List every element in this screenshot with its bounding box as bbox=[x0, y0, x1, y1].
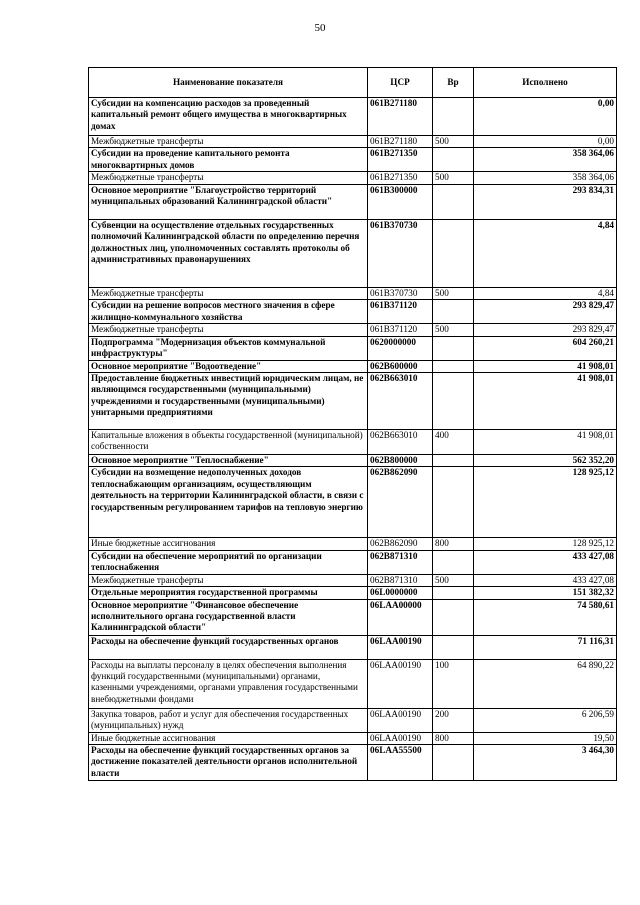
row-executed-amount: 41 908,01 bbox=[474, 430, 617, 455]
table-row bbox=[89, 708, 617, 732]
row-vr bbox=[433, 635, 474, 659]
row-indicator-name: Межбюджетные трансферты bbox=[89, 574, 368, 586]
row-executed-amount: 64 890,22 bbox=[474, 659, 617, 708]
row-vr bbox=[433, 360, 474, 372]
row-indicator-name: Основное мероприятие "Теплоснабжение" bbox=[89, 455, 368, 467]
row-indicator-name: Межбюджетные трансферты bbox=[89, 172, 368, 184]
table-row bbox=[89, 148, 617, 172]
row-csr: 062B871310 bbox=[368, 550, 433, 574]
row-indicator-name: Расходы на обеспечение функций государственных органов за достижение показателей деятельности органов исполнительной власти bbox=[89, 745, 368, 781]
row-vr: 400 bbox=[433, 430, 474, 455]
row-vr: 500 bbox=[433, 324, 474, 336]
header-vr: Вр bbox=[433, 68, 474, 98]
row-indicator-name: Капитальные вложения в объекты государственной (муниципальной) собственности bbox=[89, 430, 368, 455]
row-indicator-name: Предоставление бюджетных инвестиций юридическим лицам, не являющимся государственными (муниципальными) учреждениями и государственными (муниципальными) унитарными предприятиями bbox=[89, 373, 368, 430]
row-vr bbox=[433, 219, 474, 287]
row-executed-amount: 433 427,08 bbox=[474, 550, 617, 574]
row-vr: 500 bbox=[433, 574, 474, 586]
row-executed-amount: 19,50 bbox=[474, 732, 617, 744]
header-executed: Исполнено bbox=[474, 68, 617, 98]
row-vr: 100 bbox=[433, 659, 474, 708]
row-vr: 500 bbox=[433, 287, 474, 299]
row-csr: 06LAA00190 bbox=[368, 635, 433, 659]
row-csr: 06LAA00000 bbox=[368, 599, 433, 635]
table-row bbox=[89, 455, 617, 467]
row-indicator-name: Межбюджетные трансферты bbox=[89, 324, 368, 336]
row-vr bbox=[433, 300, 474, 324]
row-executed-amount: 433 427,08 bbox=[474, 574, 617, 586]
table-row bbox=[89, 360, 617, 372]
table-row bbox=[89, 732, 617, 744]
table-row bbox=[89, 300, 617, 324]
row-executed-amount: 4,84 bbox=[474, 219, 617, 287]
row-indicator-name: Межбюджетные трансферты bbox=[89, 136, 368, 148]
row-csr: 062B800000 bbox=[368, 455, 433, 467]
row-indicator-name: Расходы на выплаты персоналу в целях обеспечения выполнения функций государственными (муниципальными) органами, казенными учреждениями, органами управления государственными внебюджетными фондами bbox=[89, 659, 368, 708]
table-row bbox=[89, 324, 617, 336]
row-executed-amount: 0,00 bbox=[474, 98, 617, 136]
row-executed-amount: 358 364,06 bbox=[474, 172, 617, 184]
row-executed-amount: 151 382,32 bbox=[474, 587, 617, 599]
row-vr: 800 bbox=[433, 732, 474, 744]
row-csr: 06LAA00190 bbox=[368, 708, 433, 732]
row-indicator-name: Подпрограмма "Модернизация объектов коммунальной инфраструктуры" bbox=[89, 336, 368, 360]
page-number: 50 bbox=[314, 22, 326, 34]
row-csr: 061B300000 bbox=[368, 184, 433, 219]
row-executed-amount: 293 829,47 bbox=[474, 324, 617, 336]
row-vr bbox=[433, 98, 474, 136]
row-indicator-name: Субсидии на компенсацию расходов за проведенный капитальный ремонт общего имущества в многоквартирных домах bbox=[89, 98, 368, 136]
row-indicator-name: Основное мероприятие "Финансовое обеспечение исполнительного органа государственной власти Калининградской области" bbox=[89, 599, 368, 635]
table-row bbox=[89, 467, 617, 538]
header-indicator-name: Наименование показателя bbox=[89, 68, 368, 98]
row-vr bbox=[433, 587, 474, 599]
table-row bbox=[89, 574, 617, 586]
row-csr: 062B862090 bbox=[368, 467, 433, 538]
row-vr bbox=[433, 745, 474, 781]
row-csr: 061B271350 bbox=[368, 148, 433, 172]
row-indicator-name: Субсидии на решение вопросов местного значения в сфере жилищно-коммунального хозяйства bbox=[89, 300, 368, 324]
table-row bbox=[89, 538, 617, 550]
row-csr: 061B271180 bbox=[368, 98, 433, 136]
header-csr: ЦСР bbox=[368, 68, 433, 98]
row-indicator-name: Отдельные мероприятия государственной программы bbox=[89, 587, 368, 599]
table-row bbox=[89, 184, 617, 219]
row-indicator-name: Иные бюджетные ассигнования bbox=[89, 538, 368, 550]
row-executed-amount: 604 260,21 bbox=[474, 336, 617, 360]
row-executed-amount: 6 206,59 bbox=[474, 708, 617, 732]
row-vr bbox=[433, 550, 474, 574]
row-csr: 061B370730 bbox=[368, 219, 433, 287]
table-row bbox=[89, 172, 617, 184]
row-csr: 061B271350 bbox=[368, 172, 433, 184]
row-csr: 062B663010 bbox=[368, 373, 433, 430]
table-row bbox=[89, 599, 617, 635]
table-header-row bbox=[89, 68, 617, 98]
row-csr: 061B371120 bbox=[368, 324, 433, 336]
row-indicator-name: Основное мероприятие "Водоотведение" bbox=[89, 360, 368, 372]
row-indicator-name: Основное мероприятие "Благоустройство территорий муниципальных образований Калининградской области" bbox=[89, 184, 368, 219]
row-vr: 200 bbox=[433, 708, 474, 732]
row-executed-amount: 293 829,47 bbox=[474, 300, 617, 324]
row-csr: 062B663010 bbox=[368, 430, 433, 455]
row-csr: 06LAA00190 bbox=[368, 732, 433, 744]
table-row bbox=[89, 430, 617, 455]
row-csr: 0620000000 bbox=[368, 336, 433, 360]
row-indicator-name: Межбюджетные трансферты bbox=[89, 287, 368, 299]
row-csr: 06LAA00190 bbox=[368, 659, 433, 708]
row-indicator-name: Субсидии на обеспечение мероприятий по организации теплоснабжения bbox=[89, 550, 368, 574]
row-csr: 061B371120 bbox=[368, 300, 433, 324]
row-vr: 800 bbox=[433, 538, 474, 550]
table-row bbox=[89, 98, 617, 136]
row-csr: 062B600000 bbox=[368, 360, 433, 372]
row-vr bbox=[433, 373, 474, 430]
row-vr: 500 bbox=[433, 136, 474, 148]
row-indicator-name: Расходы на обеспечение функций государственных органов bbox=[89, 635, 368, 659]
row-executed-amount: 358 364,06 bbox=[474, 148, 617, 172]
row-executed-amount: 0,00 bbox=[474, 136, 617, 148]
table-row bbox=[89, 287, 617, 299]
row-csr: 061B370730 bbox=[368, 287, 433, 299]
table-row bbox=[89, 136, 617, 148]
row-vr bbox=[433, 467, 474, 538]
row-executed-amount: 71 116,31 bbox=[474, 635, 617, 659]
row-vr bbox=[433, 184, 474, 219]
row-executed-amount: 562 352,20 bbox=[474, 455, 617, 467]
row-executed-amount: 293 834,31 bbox=[474, 184, 617, 219]
row-vr bbox=[433, 148, 474, 172]
row-executed-amount: 4,84 bbox=[474, 287, 617, 299]
row-indicator-name: Субсидии на возмещение недополученных доходов теплоснабжающим организациям, осуществляющим деятельность на территории Калининградской области, в связи с государственным регулированием тарифов на тепловую энергию bbox=[89, 467, 368, 538]
row-indicator-name: Субсидии на проведение капитального ремонта многоквартирных домов bbox=[89, 148, 368, 172]
row-vr: 500 bbox=[433, 172, 474, 184]
row-csr: 062B862090 bbox=[368, 538, 433, 550]
row-csr: 062B871310 bbox=[368, 574, 433, 586]
row-vr bbox=[433, 455, 474, 467]
table-row bbox=[89, 336, 617, 360]
row-executed-amount: 41 908,01 bbox=[474, 360, 617, 372]
table-row bbox=[89, 659, 617, 708]
row-csr: 06L0000000 bbox=[368, 587, 433, 599]
table-row bbox=[89, 373, 617, 430]
row-indicator-name: Субвенции на осуществление отдельных государственных полномочий Калининградской области по определению перечня должностных лиц, уполномоченных составлять протоколы об административных правонарушениях bbox=[89, 219, 368, 287]
row-vr bbox=[433, 336, 474, 360]
row-executed-amount: 128 925,12 bbox=[474, 467, 617, 538]
row-executed-amount: 74 580,61 bbox=[474, 599, 617, 635]
table-row bbox=[89, 550, 617, 574]
row-indicator-name: Закупка товаров, работ и услуг для обеспечения государственных (муниципальных) нужд bbox=[89, 708, 368, 732]
row-executed-amount: 128 925,12 bbox=[474, 538, 617, 550]
row-executed-amount: 3 464,30 bbox=[474, 745, 617, 781]
table-row bbox=[89, 219, 617, 287]
table-row bbox=[89, 745, 617, 781]
row-csr: 061B271180 bbox=[368, 136, 433, 148]
row-csr: 06LAA55500 bbox=[368, 745, 433, 781]
budget-execution-table bbox=[88, 67, 617, 781]
table-row bbox=[89, 635, 617, 659]
row-vr bbox=[433, 599, 474, 635]
row-executed-amount: 41 908,01 bbox=[474, 373, 617, 430]
row-indicator-name: Иные бюджетные ассигнования bbox=[89, 732, 368, 744]
table-row bbox=[89, 587, 617, 599]
